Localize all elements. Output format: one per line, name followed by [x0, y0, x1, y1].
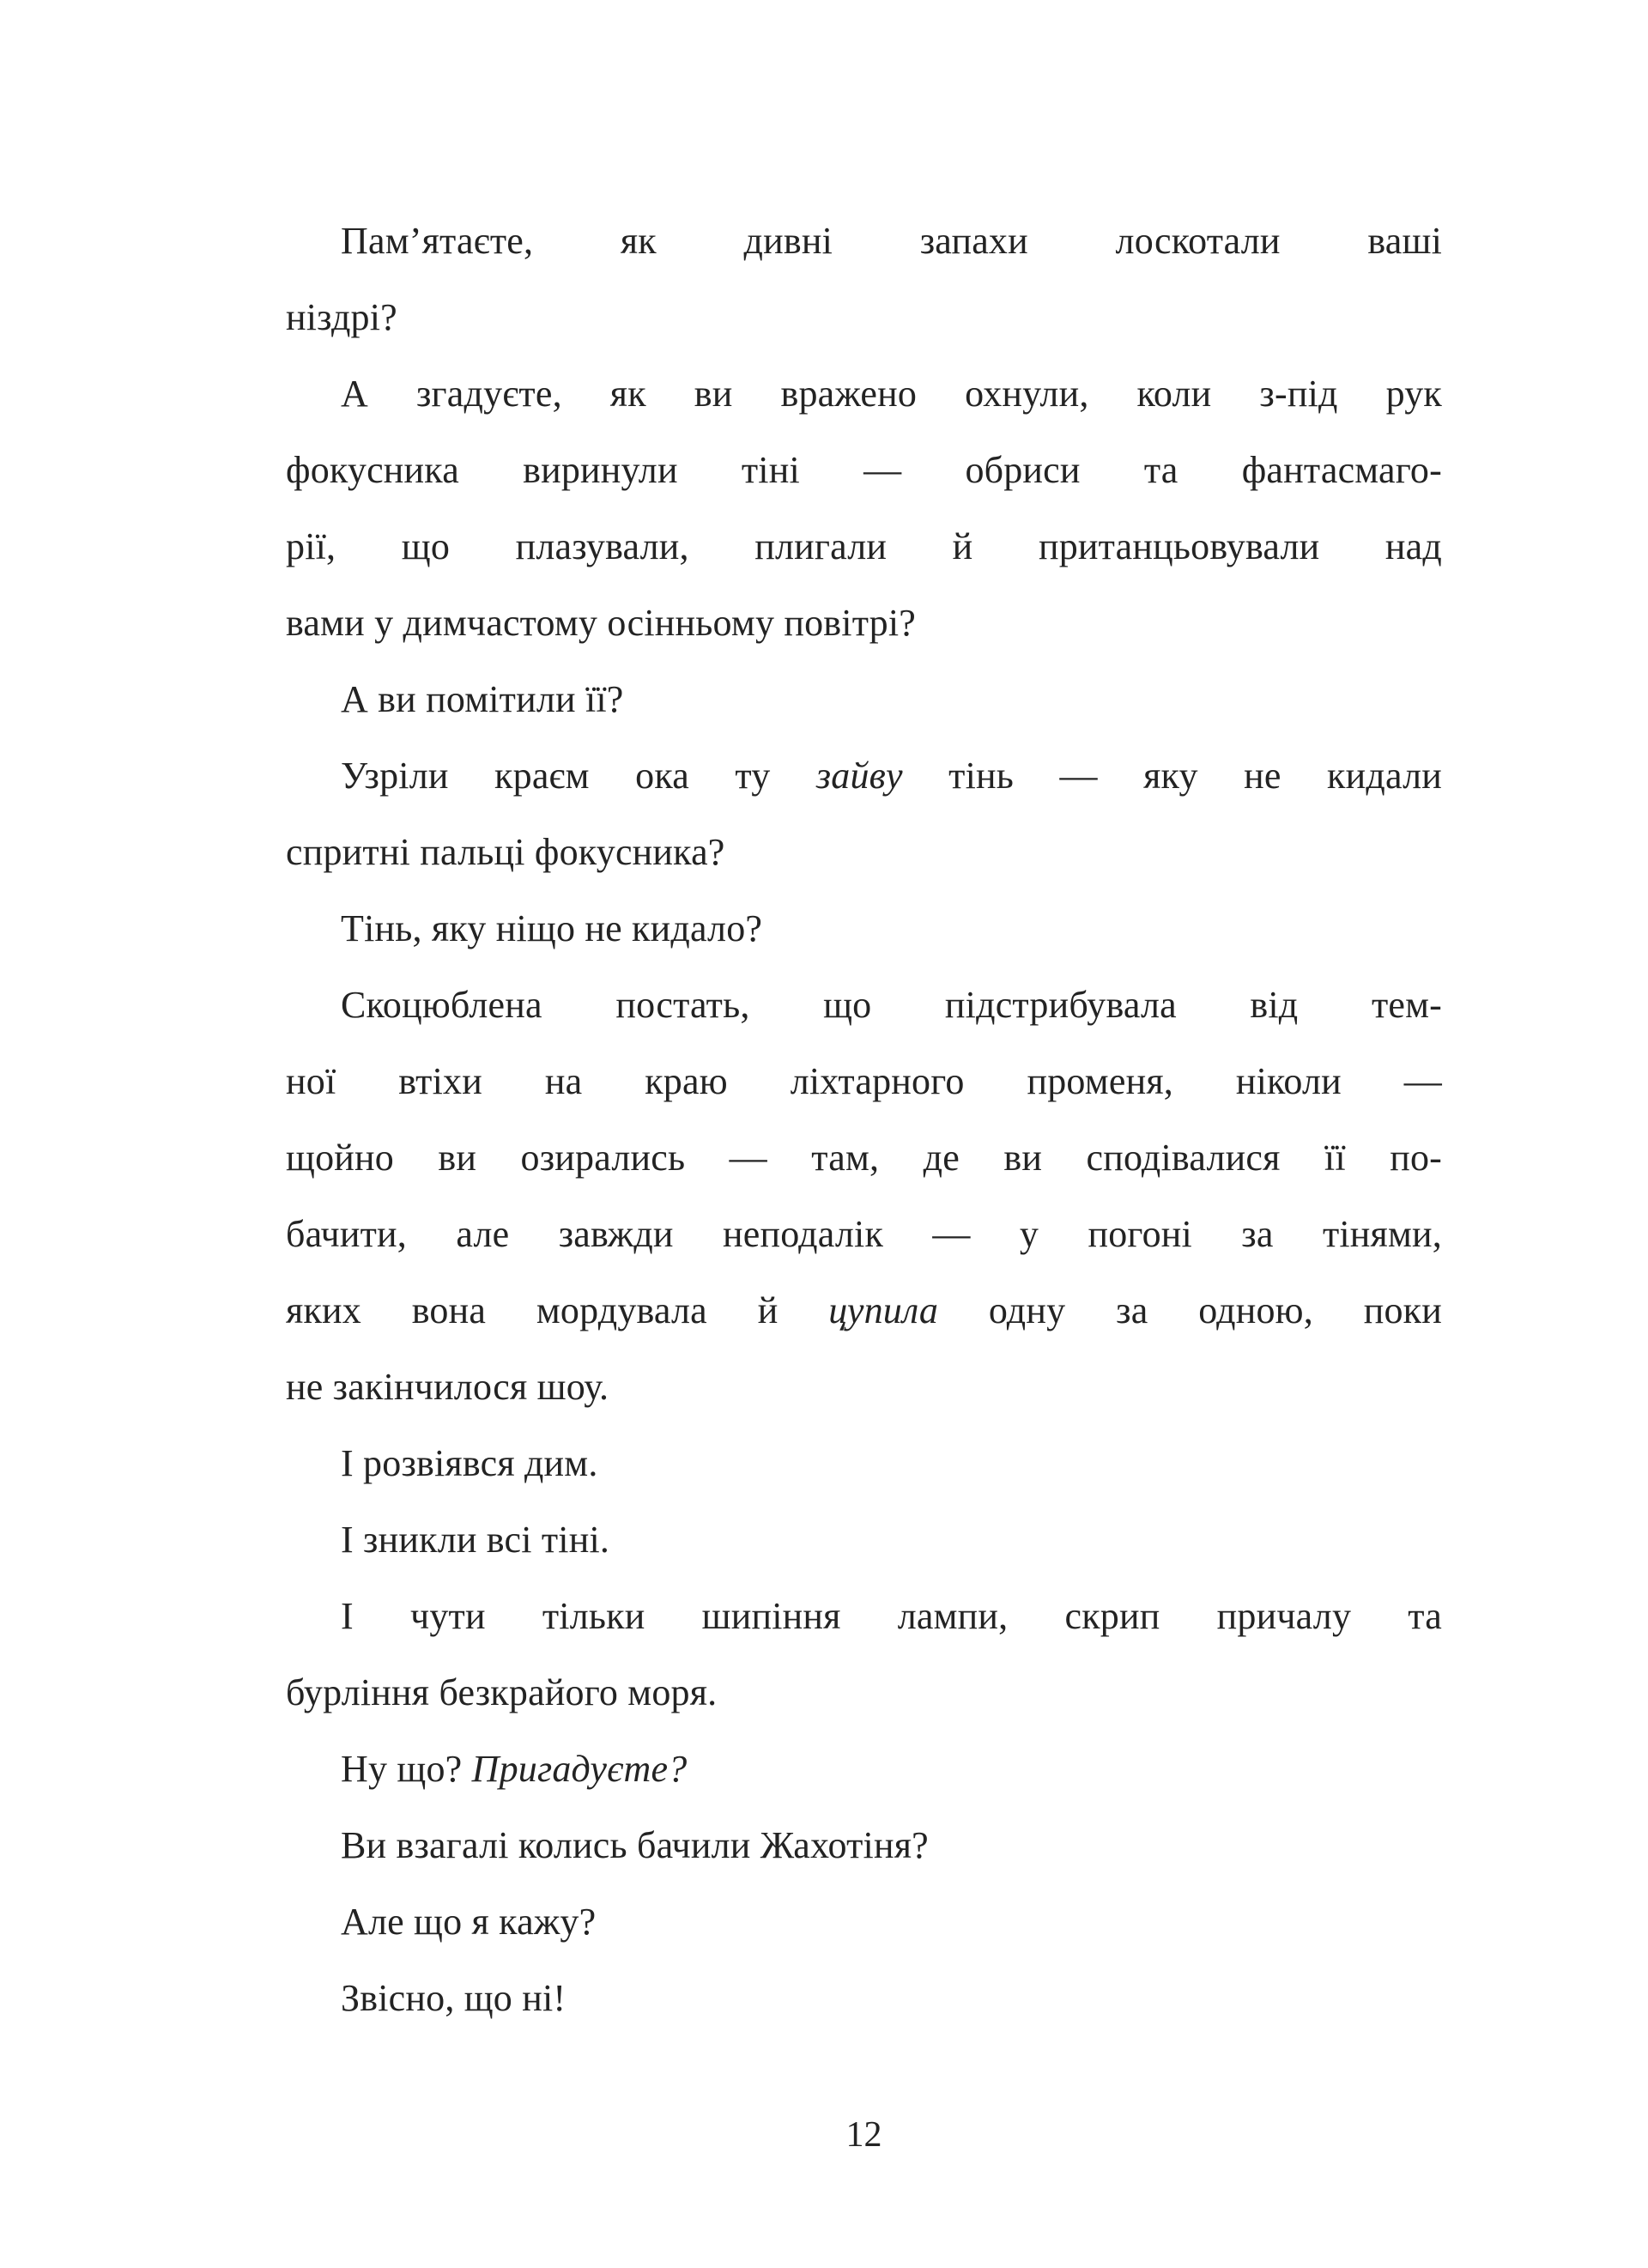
text-line	[286, 1960, 1442, 2036]
text-line	[286, 1578, 1442, 1654]
text-segment: не закінчилося шоу.	[286, 1366, 609, 1408]
text-segment: І зникли всі тіні.	[341, 1519, 610, 1561]
text-line	[286, 1425, 1442, 1501]
text-segment: А згадуєте, як ви вражено охнули, коли з-під рук	[341, 373, 1442, 415]
text-segment: ної втіхи на краю ліхтарного променя, ніколи —	[286, 1060, 1442, 1102]
text-segment: яких вона мордувала й	[286, 1289, 829, 1331]
text-line	[286, 1807, 1442, 1883]
text-segment: Пам’ятаєте, як дивні запахи лоскотали ваші	[341, 220, 1442, 262]
text-line	[286, 814, 1442, 890]
text-line	[286, 1119, 1442, 1196]
text-segment: Узріли краєм ока ту	[341, 755, 816, 797]
text-segment: вами у димчастому осінньому повітрі?	[286, 602, 917, 644]
text-segment: тінь — яку не кидали	[902, 755, 1442, 797]
text-segment: А ви помітили її?	[341, 678, 624, 720]
text-line	[286, 1501, 1442, 1578]
page-number: 12	[845, 2115, 882, 2155]
text-segment: Тінь, яку ніщо не кидало?	[341, 907, 763, 949]
text-line	[286, 355, 1442, 432]
text-segment: Ну що?	[341, 1748, 472, 1790]
text-line	[286, 585, 1442, 661]
text-line	[286, 661, 1442, 737]
text-segment: щойно ви озирались — там, де ви сподівалися її по-	[286, 1137, 1442, 1179]
text-line	[286, 1883, 1442, 1960]
text-line	[286, 279, 1442, 355]
text-line	[286, 1272, 1442, 1349]
text-line	[286, 1043, 1442, 1119]
text-segment: спритні пальці фокусника?	[286, 831, 725, 873]
text-segment: Звісно, що ні!	[341, 1977, 566, 2019]
text-segment: Скоцюблена постать, що підстрибувала від тем-	[341, 984, 1442, 1026]
text-line	[286, 1731, 1442, 1807]
text-segment: ніздрі?	[286, 296, 397, 338]
body-text	[286, 203, 1442, 2036]
text-line	[286, 1196, 1442, 1272]
text-segment: І розвіявся дим.	[341, 1442, 598, 1484]
text-segment: Але що я кажу?	[341, 1901, 597, 1943]
text-line	[286, 1654, 1442, 1731]
text-line	[286, 737, 1442, 814]
italic-text-segment: Пригадуєте?	[471, 1748, 688, 1790]
italic-text-segment: зайву	[815, 755, 903, 797]
text-line	[286, 508, 1442, 585]
text-segment: бачити, але завжди неподалік — у погоні за тінями,	[286, 1213, 1442, 1255]
text-line	[286, 890, 1442, 967]
text-segment: бурління безкрайого моря.	[286, 1671, 718, 1713]
text-line	[286, 203, 1442, 279]
text-line	[286, 432, 1442, 508]
text-segment: одну за одною, поки	[938, 1289, 1442, 1331]
text-line	[286, 1349, 1442, 1425]
text-segment: рії, що плазували, плигали й пританцьовували над	[286, 525, 1442, 567]
text-segment: І чути тільки шипіння лампи, скрип причалу та	[341, 1595, 1442, 1637]
italic-text-segment: цупила	[828, 1289, 939, 1331]
text-line	[286, 967, 1442, 1043]
text-segment: фокусника виринули тіні — обриси та фантасмаго-	[286, 449, 1442, 491]
text-segment: Ви взагалі колись бачили Жахотіня?	[341, 1824, 929, 1866]
